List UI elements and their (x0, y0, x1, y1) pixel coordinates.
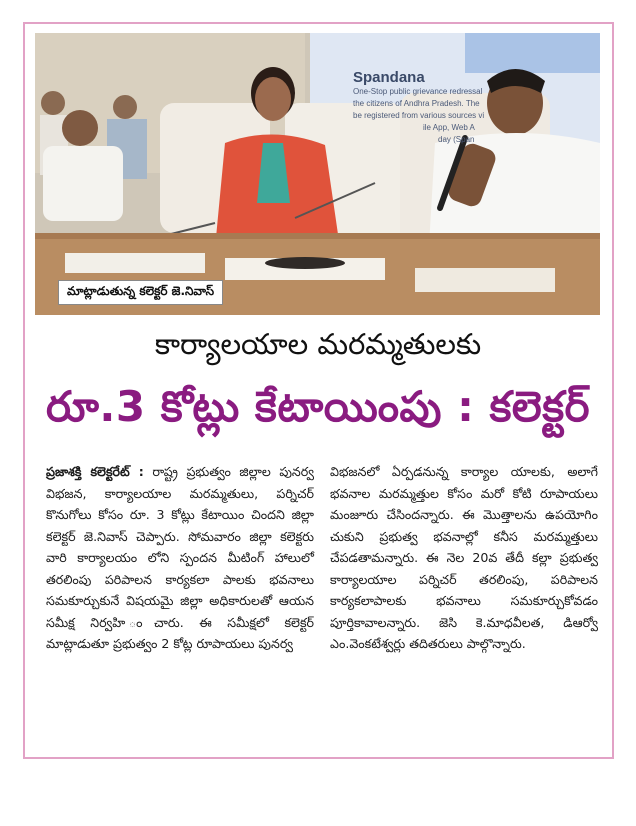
banner-line: be registered from various sources vi (353, 111, 485, 120)
article-body-part-2: విభజనలో ఏర్పడనున్న కార్యాల యాలకు, అలాగే భవనాల మరమ్మత్తుల కోసం మరో కోటి రూపాయలు మంజూరు చేసిందన్నారు. ఈ మొత్తాలను ఉపయోగిం చుకుని ప్రభుత్వ భవనాల్లో కనీస మరమ్మత్తులు చేపడతామన్నారు. ఈ నెల 20వ తేదీ కల్లా ప్రభుత్వ కార్యాలయాల పర్నిచర్ తరలింపు, పరిపాలన కార్యకలాపాలకు భవనాలు సమకూర్చుకోవడం పూర్తికావాలన్నారు. జెసి కె.మాధవీలత, డిఆర్వో ఎం.వెంకటేశ్వర్లు తదితరులు పాల్గొన్నారు. (330, 464, 598, 651)
banner-line: day (Span (438, 135, 475, 144)
banner-title: Spandana (353, 69, 425, 86)
article-headline: రూ.3 కోట్లు కేటాయింపు : కలెక్టర్ (45, 382, 591, 431)
article-dateline: ప్రజాశక్తి కలెక్టరేట్ : (46, 464, 144, 479)
article-body-part-1: రాష్ట్ర ప్రభుత్వం జిల్లాల పునర్వ విభజన, కార్యాలయాల మరమ్మతులు, పర్నిచర్ కొనుగోలు కోసం రూ. 3 కోట్లు కేటాయిం చిందని జిల్లా కలెక్టర్ జె.నివాస్ చెప్పారు. సోమవారం జిల్లా కలెక్టరు వారి కార్యాలయం లోని స్పందన మీటింగ్ హాలులో తరలింపు పరిపాలన కార్యకలా పాలకు భవనాలు సమకూర్చుకునే విషయమై జిల్లా అధికారులతో ఆయన సమీక్ష నిర్వహి ంచారు. ఈ సమీక్షలో కలెక్టర్ మాట్లాడుతూ ప్రభుత్వం 2 కోట్ల రూపాయలు పునర్వ (46, 464, 314, 651)
banner-line: One-Stop public grievance redressal (353, 87, 483, 96)
article-column-left (46, 461, 314, 655)
news-photo (35, 33, 600, 315)
article-kicker: కార్యాలయాల మరమ్మతులకు (154, 327, 482, 361)
photo-caption: మాట్లాడుతున్న కలెక్టర్ జె.నివాస్ (58, 280, 223, 305)
banner-line: ile App, Web A (423, 123, 475, 132)
spandana-banner (353, 69, 563, 146)
article-column-right (330, 461, 598, 655)
banner-line: the citizens of Andhra Pradesh. The (353, 99, 480, 108)
